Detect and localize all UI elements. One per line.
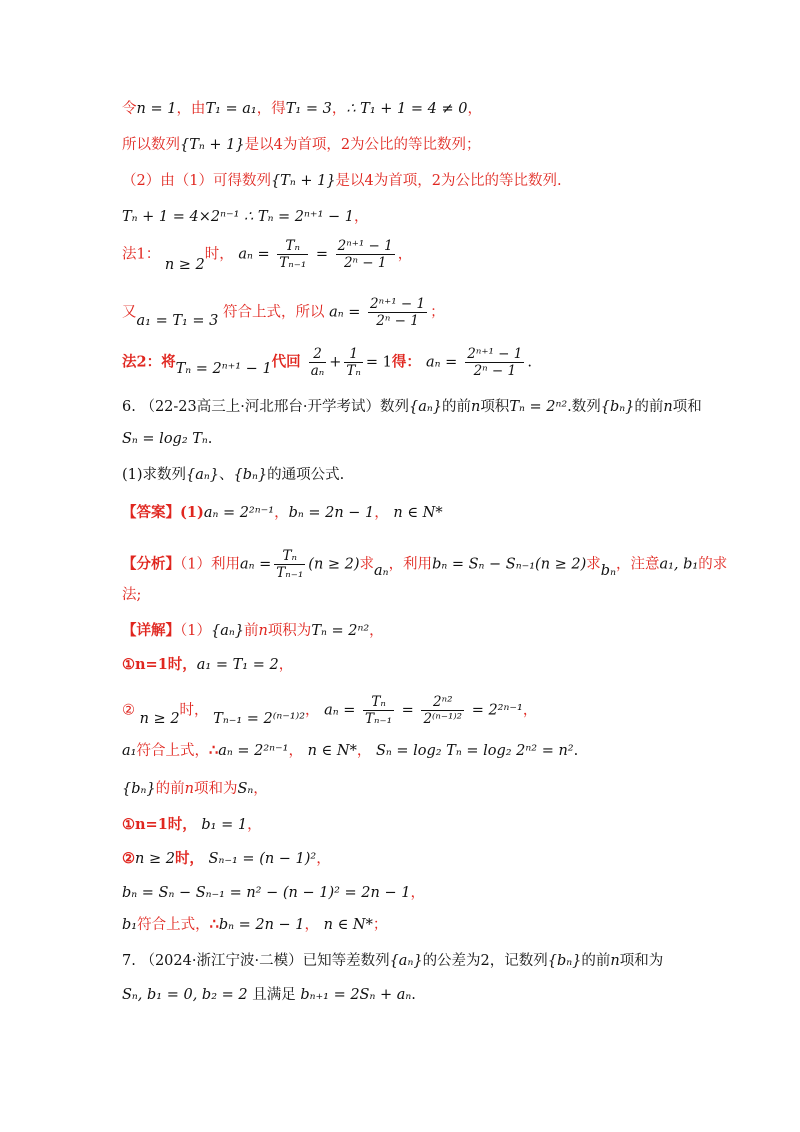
math: {aₙ}	[186, 467, 220, 483]
text: ，	[374, 505, 389, 521]
text: 项积为	[267, 623, 312, 639]
text: ，	[278, 657, 294, 673]
math: Sₙ = log₂ Tₙ = log₂ 2ⁿ² = n²	[375, 743, 574, 759]
text: 代回	[271, 353, 301, 371]
math: n ∈ N*	[323, 917, 373, 933]
text: 的通项公式.	[267, 467, 345, 483]
fraction	[344, 346, 362, 379]
question-number: 7.	[122, 953, 136, 969]
fraction	[421, 694, 464, 727]
text: 又	[122, 304, 137, 321]
text: ，	[331, 101, 347, 117]
denominator: Tₙ	[346, 363, 361, 379]
text: 项积	[480, 399, 510, 415]
text: 法1：	[122, 246, 161, 263]
text: ，	[467, 101, 482, 117]
math: {bₙ}	[600, 399, 635, 415]
math: a₁ = T₁ = 2	[196, 657, 279, 673]
line-19	[122, 814, 262, 836]
text: 所以数列	[122, 137, 180, 153]
text: 符合上式，所以	[223, 304, 325, 321]
math: a₁	[122, 743, 137, 759]
math: aₙ	[374, 562, 389, 579]
analysis-label: 【分析】	[122, 555, 180, 573]
text: .	[527, 354, 532, 371]
denominator: 2ⁿ − 1	[376, 313, 419, 329]
fraction	[309, 346, 327, 379]
denominator: Tₙ₋₁	[365, 711, 393, 727]
fraction	[363, 694, 394, 727]
text: 令	[122, 101, 137, 117]
text: 时，	[204, 246, 234, 263]
math: n ≥ 2	[135, 851, 175, 867]
math: n = 1	[136, 101, 177, 117]
text: ，	[305, 702, 320, 719]
text: 项和为	[193, 781, 238, 797]
fraction	[368, 296, 427, 329]
numerator: 2ⁿ⁺¹ − 1	[467, 346, 523, 362]
math: {bₙ}	[122, 781, 156, 797]
line-18	[122, 778, 268, 800]
line-4	[122, 206, 368, 228]
math: aₙ = 2²ⁿ⁻¹	[218, 743, 289, 759]
math: a₁ = T₁ = 3	[136, 312, 219, 329]
text: ②	[122, 850, 135, 867]
math: aₙ = 2²ⁿ⁻¹	[203, 505, 275, 521]
line-24	[122, 984, 416, 1006]
math: n	[470, 399, 481, 415]
text: 的前	[581, 953, 611, 969]
math: {aₙ}	[408, 399, 442, 415]
text: ，	[247, 817, 262, 833]
math: =	[401, 702, 414, 719]
therefore-symbol: ∴	[209, 916, 219, 933]
line-21	[122, 882, 425, 904]
numerator: 2ⁿ²	[421, 694, 464, 711]
text: ，	[304, 917, 320, 933]
numerator: 2ⁿ⁺¹ − 1	[370, 296, 426, 312]
line-13	[122, 584, 141, 606]
text: ，注意	[615, 556, 660, 573]
text: 且满足	[252, 987, 296, 1003]
text: 是以4为首项，2为公比的等比数列.	[335, 173, 562, 189]
math: = 2²ⁿ⁻¹	[471, 702, 523, 719]
denominator: aₙ	[310, 363, 325, 379]
denominator: Tₙ₋₁	[276, 565, 304, 581]
math: n ≥ 2	[139, 710, 180, 727]
text: 符合上式，	[136, 743, 209, 759]
math: n	[663, 399, 673, 415]
text: 法2：将	[122, 353, 176, 371]
text: ，	[353, 209, 369, 225]
text: 的求	[698, 556, 728, 573]
text: (1)求数列	[122, 467, 187, 483]
line-9	[122, 428, 212, 450]
text: 的公差为2，记数列	[422, 953, 548, 969]
fraction	[465, 346, 524, 379]
math: Tₙ = 2ⁿ⁺¹ − 1	[175, 360, 272, 377]
fraction	[336, 238, 395, 271]
math: {bₙ}	[233, 467, 268, 483]
math: +	[329, 354, 342, 371]
text: ，由	[176, 101, 206, 117]
line-7	[122, 346, 532, 379]
line-2	[122, 134, 481, 156]
text: 法;	[122, 587, 142, 603]
text: 时，	[179, 702, 209, 719]
line-17	[122, 740, 578, 762]
line-15	[122, 654, 293, 676]
denominator: 2ⁿ − 1	[343, 255, 387, 271]
text: （2）由（1）可得数列	[122, 173, 271, 189]
math: Sₙ = log₂ Tₙ	[122, 431, 208, 447]
line-8	[122, 396, 702, 418]
math: {bₙ}	[547, 953, 582, 969]
text: ①n=1时，	[122, 656, 197, 673]
math: aₙ =	[238, 246, 270, 263]
math: n	[610, 953, 620, 969]
line-3	[122, 170, 562, 192]
math: Tₙ = 2ⁿ²	[509, 399, 568, 415]
text: 是以4为首项，2为公比的等比数列；	[244, 137, 481, 153]
math: (n ≥ 2)	[308, 556, 360, 573]
math: Tₙ = 2ⁿ²	[311, 623, 370, 639]
math: {aₙ}	[210, 623, 244, 639]
math: b₁ = 1	[201, 817, 248, 833]
text: ；	[430, 304, 445, 321]
numerator: 1	[344, 346, 362, 363]
question-number: 6.	[122, 399, 136, 415]
numerator: 2	[309, 346, 327, 363]
text: 前	[243, 623, 259, 639]
denominator: 2⁽ⁿ⁻¹⁾²	[423, 711, 463, 727]
line-6	[122, 296, 445, 329]
math: Sₙ, b₁ = 0, b₂ = 2	[122, 987, 248, 1003]
line-23	[122, 950, 663, 972]
math: aₙ =	[425, 354, 458, 371]
math: = 1	[365, 354, 392, 371]
text: .数列	[567, 399, 601, 415]
text: ；	[372, 917, 388, 933]
math: bₙ₊₁ = 2Sₙ + aₙ	[300, 987, 412, 1003]
math: n ≥ 2	[164, 256, 205, 273]
math: =	[315, 246, 329, 263]
math: bₙ = Sₙ − Sₙ₋₁ = n² − (n − 1)² = 2n − 1	[122, 885, 411, 901]
text: （1）	[180, 623, 211, 639]
line-1	[122, 98, 482, 120]
text: ，	[288, 743, 303, 759]
line-11	[122, 502, 443, 524]
numerator: 2ⁿ⁺¹ − 1	[337, 238, 393, 254]
detail-label: 【详解】	[122, 622, 180, 639]
math: bₙ = 2n − 1	[288, 505, 375, 521]
numerator: Tₙ	[274, 548, 305, 565]
text: ，	[369, 623, 384, 639]
answer-label: 【答案】	[122, 504, 180, 521]
text: ，	[274, 505, 289, 521]
text: 求	[586, 556, 601, 573]
fraction	[277, 238, 308, 271]
math: aₙ =	[329, 304, 361, 321]
math: bₙ = Sₙ − Sₙ₋₁(n ≥ 2)	[432, 556, 587, 573]
numerator: Tₙ	[277, 238, 308, 255]
text: （22-23高三上·河北邢台·开学考试）数列	[140, 399, 409, 415]
math: ∴ T₁ + 1 = 4 ≠ 0	[346, 101, 468, 117]
line-10	[122, 464, 344, 486]
numerator: Tₙ	[363, 694, 394, 711]
math: T₁ = 3	[285, 101, 332, 117]
text: 得：	[391, 353, 421, 371]
denominator: 2ⁿ − 1	[473, 363, 517, 379]
math: a₁, b₁	[659, 556, 699, 573]
line-16	[122, 694, 537, 727]
math: n	[184, 781, 194, 797]
text: ，	[316, 851, 331, 867]
text: ，	[397, 246, 413, 263]
math: b₁	[122, 917, 138, 933]
math: n	[258, 623, 268, 639]
text: ，	[410, 885, 425, 901]
text: 求	[359, 556, 375, 573]
line-5	[122, 238, 412, 271]
math: {aₙ}	[389, 953, 423, 969]
text: （2024·浙江宁波·二模）已知等差数列	[140, 953, 390, 969]
line-14	[122, 620, 384, 642]
line-22	[122, 914, 387, 936]
math: aₙ =	[239, 556, 272, 573]
math: bₙ = 2n − 1	[218, 917, 305, 933]
text: .	[573, 743, 579, 759]
math: Sₙ	[237, 781, 254, 797]
text: 的前	[441, 399, 471, 415]
text: ，得	[256, 101, 286, 117]
math: Tₙ₋₁ = 2⁽ⁿ⁻¹⁾²	[213, 710, 306, 727]
fraction	[274, 548, 305, 581]
line-12	[122, 548, 727, 581]
text: 项和为	[619, 953, 664, 969]
math: {Tₙ + 1}	[180, 137, 245, 153]
text: ，	[356, 743, 372, 759]
text: ②	[122, 702, 135, 719]
math: Sₙ₋₁ = (n − 1)²	[208, 851, 317, 867]
line-20	[122, 848, 331, 870]
math: n ∈ N*	[307, 743, 357, 759]
text: ①n=1时，	[122, 816, 197, 833]
text: ，利用	[388, 556, 433, 573]
denominator: Tₙ₋₁	[279, 255, 307, 271]
text: 项和	[672, 399, 702, 415]
text: 、	[219, 467, 234, 483]
text: 的前	[634, 399, 664, 415]
math: n ∈ N*	[393, 505, 443, 521]
therefore-symbol: ∴	[208, 742, 219, 759]
text: .	[411, 987, 416, 1003]
text: ，	[253, 781, 268, 797]
text: （1）利用	[180, 556, 240, 573]
math: {Tₙ + 1}	[270, 173, 336, 189]
text: 时，	[174, 850, 204, 867]
math: bₙ	[600, 562, 616, 579]
math: Tₙ + 1 = 4×2ⁿ⁻¹ ∴ Tₙ = 2ⁿ⁺¹ − 1	[122, 209, 354, 225]
text: 符合上式，	[137, 917, 210, 933]
math: aₙ =	[324, 702, 356, 719]
math: T₁ = a₁	[205, 101, 257, 117]
text: ，	[522, 702, 538, 719]
text: 的前	[155, 781, 185, 797]
text: .	[207, 431, 213, 447]
text: (1)	[180, 504, 204, 521]
